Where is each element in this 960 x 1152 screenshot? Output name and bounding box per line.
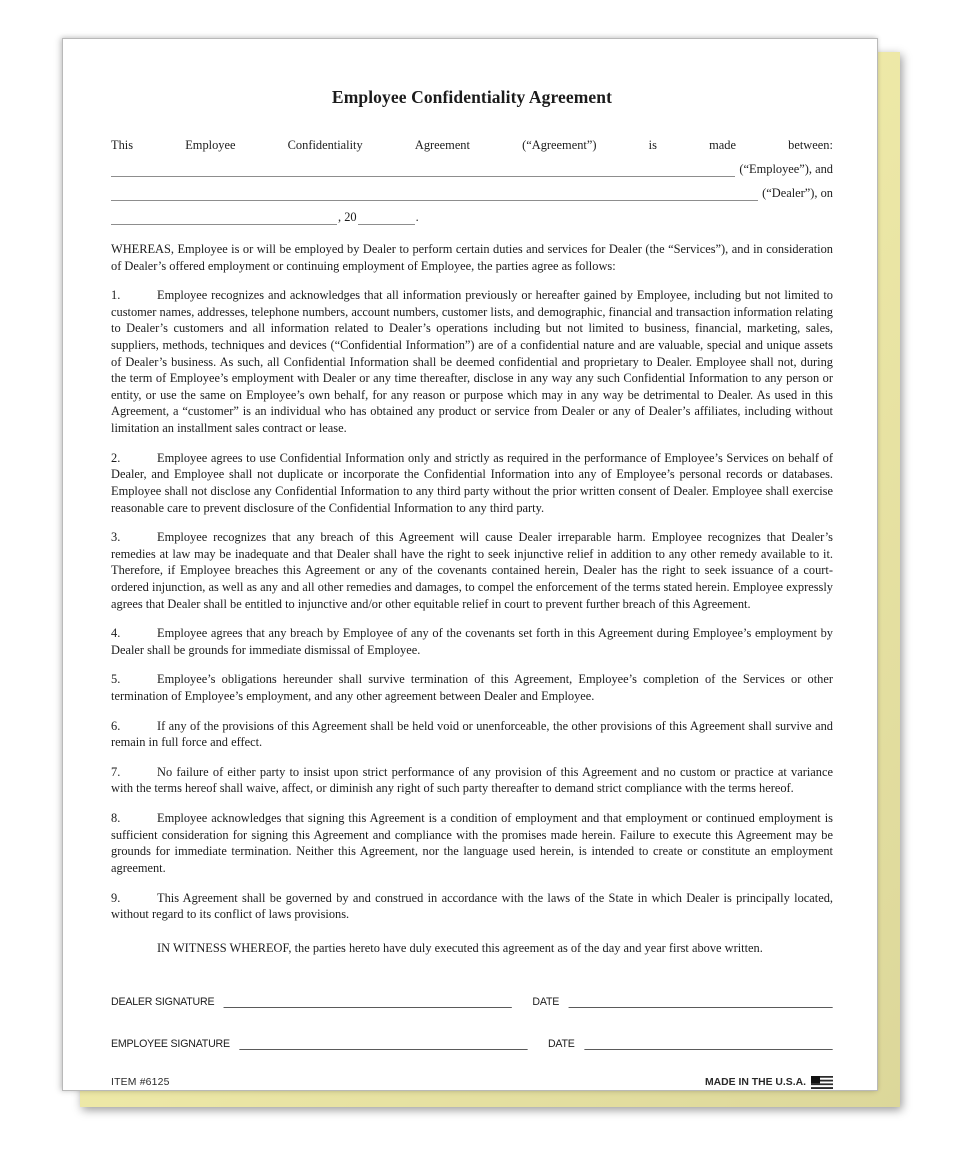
employee-signature-row <box>111 1038 833 1050</box>
clause-6-text: If any of the provisions of this Agreement shall be held void or unenforceable, the other provisions of this Agreement shall survive and remain in full force and effect. <box>111 718 833 750</box>
clause-1-number: 1. <box>111 288 121 303</box>
employee-name-blank[interactable] <box>111 164 735 177</box>
clause-2 <box>111 450 833 516</box>
intro-word-made: made <box>709 138 736 152</box>
made-in-usa-group <box>705 1076 833 1089</box>
page-content-area <box>111 39 833 1090</box>
dealer-name-blank-row <box>111 186 833 201</box>
intro-word-this: This <box>111 138 134 152</box>
employee-date-label: DATE <box>547 1038 575 1051</box>
clause-4-text: Employee agrees that any breach by Employee of any of the covenants set forth in this Agreement during Employee’s employment by Dealer shall be grounds for immediate dismissal of Employee. <box>111 626 833 657</box>
clause-5 <box>111 671 833 704</box>
dealer-signature-label: DEALER SIGNATURE <box>111 996 215 1009</box>
document-footer <box>111 1076 833 1089</box>
intro-word-confidentiality: Confidentiality <box>287 138 363 152</box>
clause-8 <box>111 810 833 876</box>
clause-7-number: 7. <box>111 764 121 779</box>
intro-word-agreement-quoted: (“Agreement”) <box>522 138 597 152</box>
employee-date-field[interactable] <box>584 1038 833 1050</box>
clause-2-number: 2. <box>111 450 121 465</box>
dealer-name-blank[interactable] <box>111 188 758 201</box>
dealer-date-label: DATE <box>532 996 560 1009</box>
intro-justified-line <box>111 138 833 153</box>
clause-9-number: 9. <box>111 890 121 905</box>
date-year-prefix: , 20 <box>338 210 357 224</box>
clause-3-number: 3. <box>111 530 121 545</box>
witness-clause: IN WITNESS WHEREOF, the parties hereto have duly executed this agreement as of the day and year first above written. <box>157 940 763 955</box>
date-row-period: . <box>415 210 419 224</box>
clause-4-number: 4. <box>111 626 121 641</box>
employee-signature-field[interactable] <box>239 1038 527 1050</box>
date-month-day-blank[interactable] <box>111 212 337 225</box>
clause-7 <box>111 764 833 797</box>
employee-name-blank-label: (“Employee”), and <box>739 162 833 176</box>
clause-6 <box>111 718 833 751</box>
clause-6-number: 6. <box>111 718 121 733</box>
document-page <box>62 38 878 1091</box>
made-in-usa-label: MADE IN THE U.S.A. <box>704 1077 806 1089</box>
clause-1-text: Employee recognizes and acknowledges that all information previously or hereafter gained by Employee, including but not limited to customer names, addresses, telephone numbers, account numbers, customer lists, and demographic, financial and transaction information relating to Dealer’s customers and all information related to Dealer’s operations including but not limited to business, financial, marketing, sales, suppliers, methods, techniques and devices (“Confidential Information”) are of a confidential nature and are valuable, special and unique assets of Dealer’s business. As such, all Confidential Information shall be deemed confidential and proprietary to Dealer. Employee shall not, during the term of Employee’s employment with Dealer or any time thereafter, disclose in any way any such Confidential Information to any person or entity, or use the same on Employee’s own behalf, for any reason or purpose which may in any way be detrimental to Dealer. As used in this Agreement, a “customer” is an individual who has obtained any product or service from Dealer or any of Dealer’s affiliates, including without limitation an installment sales contract or lease. <box>111 288 833 436</box>
signature-block <box>111 996 833 1050</box>
clause-3 <box>111 529 833 612</box>
dealer-signature-row <box>111 996 833 1008</box>
dealer-date-field[interactable] <box>568 996 832 1008</box>
intro-word-between: between: <box>788 138 833 152</box>
clause-5-number: 5. <box>111 672 121 687</box>
paper-stack <box>62 38 884 1108</box>
whereas-paragraph: WHEREAS, Employee is or will be employed by Dealer to perform certain duties and services for Dealer (the “Services”), and in consideration of Dealer’s offered employment or continuing employment of Employee, the parties agree as follows: <box>111 242 833 273</box>
clause-2-text: Employee agrees to use Confidential Information only and strictly as required in the performance of Employee’s Services on behalf of Dealer, and Employee shall not duplicate or incorporate the Confidential Information into any of Employee’s personal records or databases. Employee shall not disclose any Confidential Information to any third party without the prior written consent of Dealer. Employee shall exercise reasonable care to prevent disclosure of the Confidential Information to any third party. <box>111 450 833 515</box>
clause-1 <box>111 287 833 436</box>
intro-word-is: is <box>648 138 657 152</box>
page-title: Employee Confidentiality Agreement <box>331 87 613 107</box>
employee-name-blank-row <box>111 162 833 177</box>
date-blank-row <box>111 210 833 225</box>
clause-8-text: Employee acknowledges that signing this Agreement is a condition of employment and that employment or continued employment is sufficient consideration for signing this Agreement and compliance with the promises made herein. Failure to execute this Agreement may be grounds for immediate termination. Neither this Agreement, nor the language used herein, is intended to create or constitute an employment agreement. <box>111 811 833 875</box>
clause-7-text: No failure of either party to insist upon strict performance of any provision of this Agreement and no custom or practice at variance with the terms hereof shall waive, affect, or diminish any right of such party thereafter to demand strict compliance with the terms hereof. <box>111 764 833 796</box>
dealer-name-blank-label: (“Dealer”), on <box>762 186 833 200</box>
intro-word-employee: Employee <box>185 138 236 152</box>
us-flag-icon <box>811 1076 833 1089</box>
clause-3-text: Employee recognizes that any breach of this Agreement will cause Dealer irreparable harm. Employee recognizes that Dealer’s remedies at law may be inadequate and that Dealer shall have the right to seek injunctive relief in addition to any other remedy available to it. Therefore, if Employee breaches this Agreement or any of the covenants contained herein, Dealer has the right to seek issuance of a court-ordered injunction, as well as any and all other remedies and damages, to compel the enforcement of the terms stated herein. Employee expressly agrees that Dealer shall be entitled to injunctive and/or other equitable relief in court to prevent further breach of this Agreement. <box>111 530 833 611</box>
clause-9 <box>111 890 833 923</box>
clause-5-text: Employee’s obligations hereunder shall survive termination of this Agreement, Employee’s completion of the Services or other termination of Employee’s employment, and any other agreement between Dealer and Employee. <box>111 672 833 704</box>
employee-signature-label: EMPLOYEE SIGNATURE <box>111 1038 230 1051</box>
dealer-signature-field[interactable] <box>224 996 512 1008</box>
clause-8-number: 8. <box>111 811 121 826</box>
clause-4 <box>111 625 833 658</box>
date-year-blank[interactable] <box>358 212 415 225</box>
clause-9-text: This Agreement shall be governed by and construed in accordance with the laws of the State in which Dealer is principally located, without regard to its conflict of laws provisions. <box>111 890 833 922</box>
intro-word-agreement: Agreement <box>414 138 470 152</box>
item-number: ITEM #6125 <box>111 1077 170 1089</box>
